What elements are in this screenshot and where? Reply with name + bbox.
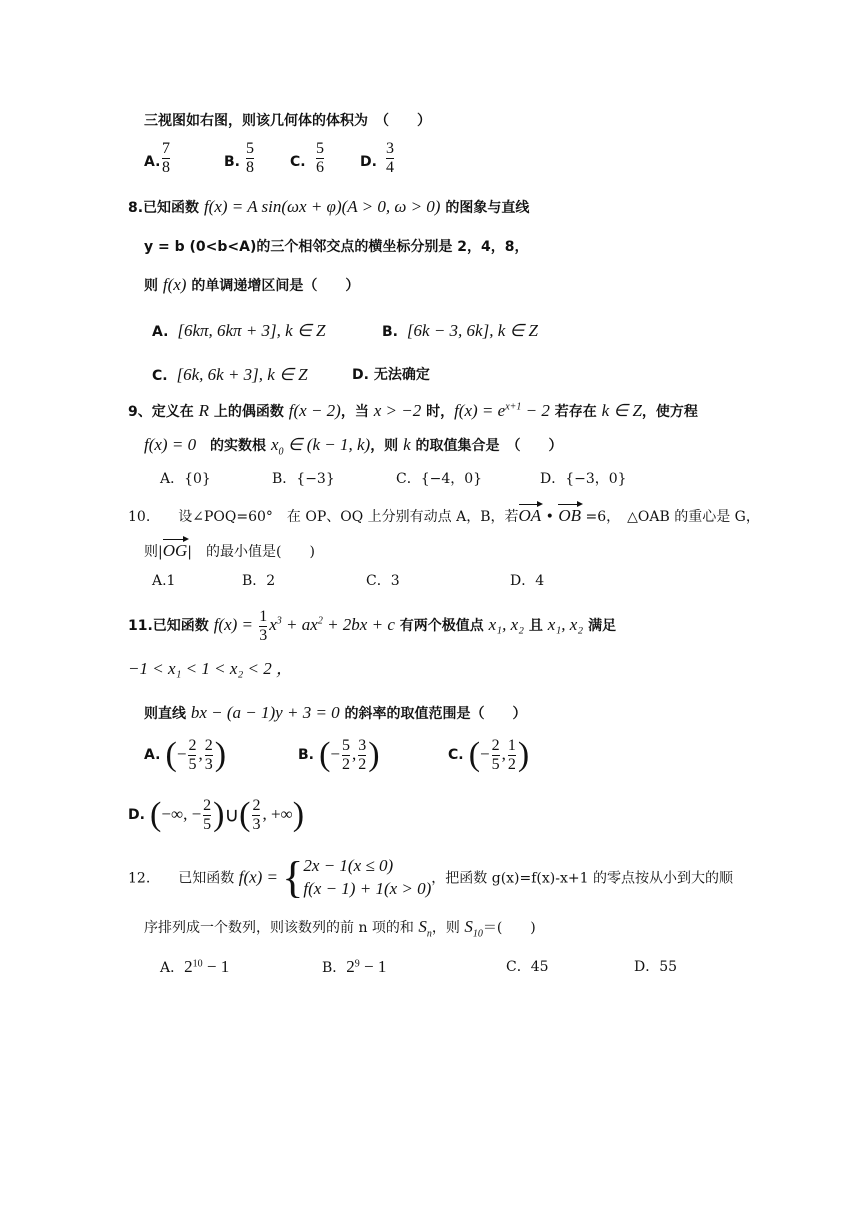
q9-line2: f(x) = 0 的实数根 $x_0$ ∈ (k − 1, k)，则 k 的取值集合是 （ ） (144, 435, 563, 458)
q11-line2: −1 < x₁ < 1 < x₂ < 2 ， (128, 659, 294, 678)
q12-option-a: A．$2^{10} - 1$ (160, 957, 230, 976)
q12-option-b: B．$2^9 - 1$ (322, 957, 387, 976)
q8-option-a: A. [6kπ, 6kπ + 3], k ∈ Z (152, 321, 326, 340)
q11-option-c: C. (− $\frac{2}{5}$ , $\frac{1}{2}$ ) (448, 736, 530, 773)
vector-ob: OB (558, 506, 582, 525)
q8-line3: 则 f(x) 的单调递增区间是（ ） (144, 275, 360, 294)
q8-line1: 8.已知函数 f(x) = A sin(ωx + φ)(A > 0, ω > 0) 的图象与直线 (128, 197, 530, 216)
q10-line1: 10. 设∠POQ=60° 在 OP、OQ 上分别有动点 A，B，若OA • OB =6， △OAB 的重心是 G， (128, 506, 760, 525)
q11-option-b: B. (− $\frac{5}{2}$ , $\frac{3}{2}$ ) (298, 736, 380, 773)
q12-piecewise: 2x − 1(x ≤ 0) f(x − 1) + 1(x > 0) (303, 855, 432, 898)
q9-option-b: B．{−3} (272, 471, 335, 487)
q7-option-a-value: 7 8 (162, 140, 170, 176)
q10-option-c: C．3 (366, 573, 400, 589)
q12-option-d: D．55 (634, 959, 678, 975)
q9-option-c: C．{−4，0} (396, 471, 483, 487)
q10-option-b: B．2 (242, 573, 276, 589)
q7-option-c-label: C. (290, 154, 306, 170)
q8-option-d: D. 无法确定 (352, 367, 430, 383)
q10-option-a: A.1 (152, 573, 176, 589)
q11-fraction: $\frac{1}{3}$ (259, 608, 268, 644)
q9-line1: 9、定义在 R 上的偶函数 f(x − 2)，当 x > −2 时，$f(x) = e^{x+1} - 2$ 若存在 k ∈ Z，使方程 (128, 401, 698, 420)
q11-option-d: D. (−∞, − $\frac{2}{5}$ )∪( $\frac{2}{3}$ , +∞) (128, 796, 305, 833)
q11-line1: 11.已知函数 f(x) = $\frac{1}{3}$ $x^3 + ax^2 + 2bx + c$ 有两个极值点 x₁, x₂ 且 x₁, x₂ 满足 (128, 608, 617, 644)
q7-option-b-label: B. (224, 154, 240, 170)
q7-options (144, 140, 444, 184)
q7-option-b-value: 5 8 (246, 140, 254, 176)
q11-line3: 则直线 bx − (a − 1)y + 3 = 0 的斜率的取值范围是（ ） (144, 703, 527, 722)
q8-option-c: C. [6k, 6k + 3], k ∈ Z (152, 365, 308, 384)
q9-option-a: A．{0} (160, 471, 211, 487)
q11-option-a: A. (− $\frac{2}{5}$ , $\frac{2}{3}$ ) (144, 736, 227, 773)
q7-option-c-value: 5 6 (316, 140, 324, 176)
q12-line2: 序排列成一个数列，则该数列的前 n 项的和 $S_n$，则 $S_{10}=$( ) (144, 917, 536, 940)
q8-line2: y = b (0<b<A)的三个相邻交点的横坐标分别是 2，4，8， (144, 239, 529, 255)
vector-og: OG (162, 541, 188, 560)
q7-stem: 三视图如右图，则该几何体的体积为 （ ） (144, 113, 431, 129)
q10-option-d: D．4 (510, 573, 545, 589)
q12-option-c: C．45 (506, 959, 549, 975)
q7-option-a-label: A. (144, 154, 161, 170)
q7-option-d-value: 3 4 (386, 140, 394, 176)
q10-line2: 则|OG| 的最小值是( ) (144, 541, 315, 560)
q12-line1: 12. 已知函数 f(x) = { 2x − 1(x ≤ 0) f(x − 1) + 1(x > 0) ，把函数 g(x)=f(x)-x+1 的零点按从小到大的顺 (128, 853, 733, 902)
q8-option-b: B. [6k − 3, 6k], k ∈ Z (382, 321, 539, 340)
vector-oa: OA (518, 506, 542, 525)
q9-option-d: D．{−3，0} (540, 471, 627, 487)
q7-option-d-label: D. (360, 154, 377, 170)
